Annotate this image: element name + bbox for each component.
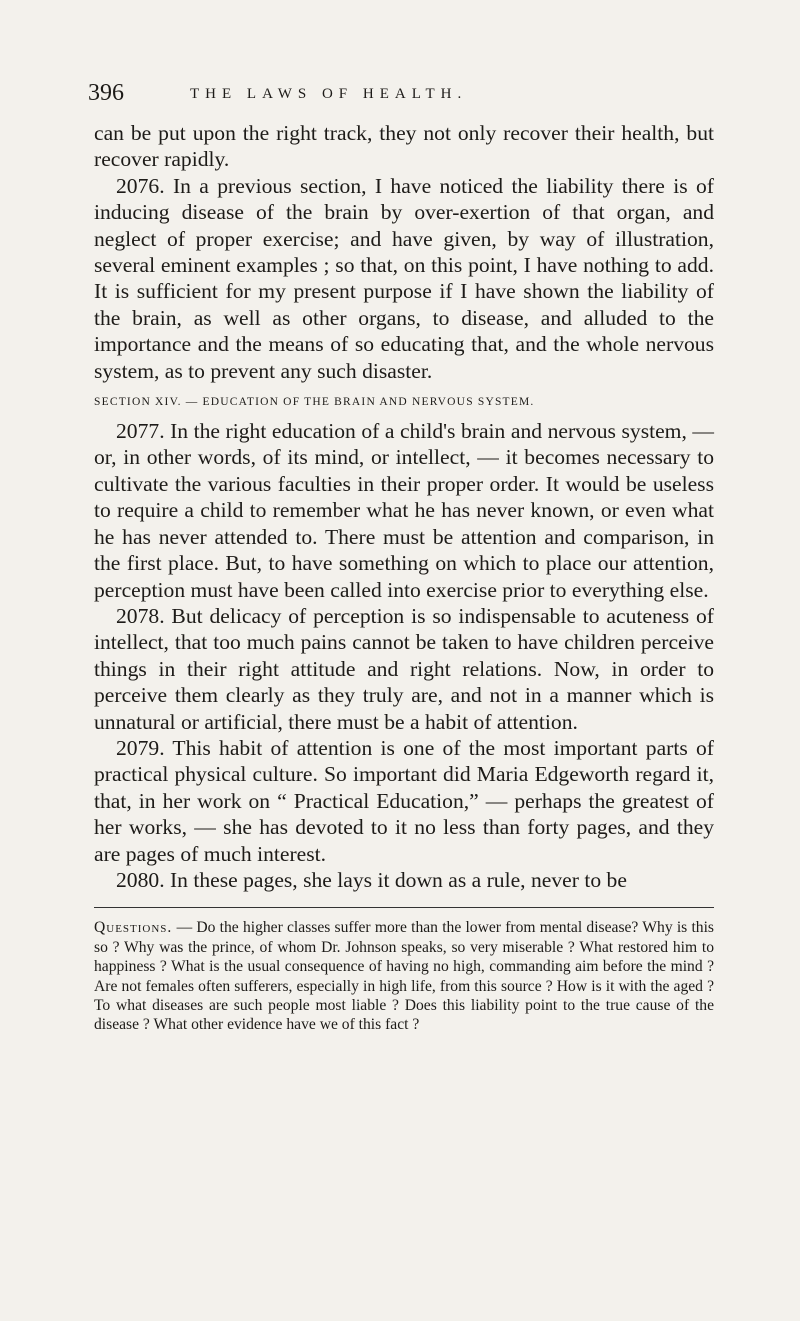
section-heading: SECTION XIV. — EDUCATION OF THE BRAIN AND NERVOUS SYSTEM.: [94, 396, 535, 409]
paragraph-2080: 2080. In these pages, she lays it down as a rule, never to be: [116, 867, 627, 892]
questions-footnote: [94, 918, 714, 1034]
paragraph-2078: 2078. But delicacy of perception is so indispensable to acuteness of intellect, that too much pains cannot be taken to have children perceive things in their right attitude and right relations. Now, in order to perceive them clearly as they truly are, and not in a manner which is unnatural or artificial, there must be a habit of attention.: [94, 603, 714, 734]
paragraph-2076: 2076. In a previous section, I have noticed the liability there is of inducing disease of the brain by over-exertion of that organ, and neglect of proper exercise; and have given, by way of illustration, several eminent examples ; so that, on this point, I have nothing to add. It is sufficient for my present purpose if I have shown the liability of the brain, as well as other organs, to disease, and alluded to the importance and the means of so educating that, and the whole nervous system, as to prevent any such disaster.: [94, 173, 714, 383]
questions-text: — Do the higher classes suffer more than the lower from mental disease? Why is this so ? Why was the prince, of whom Dr. Johnson speaks, so very miserable ? What restored him to happiness ? What is the usual consequence of having no high, commanding aim before the mind ? Are not females often sufferers, especially in high life, from this source ? How is it with the aged ? To what diseases are such people most liable ? Does this liability point to the true cause of the disease ? What other evidence have we of this fact ?: [94, 919, 714, 1034]
questions-label: Questions.: [94, 919, 173, 937]
page-number: 396: [88, 80, 124, 106]
book-page: [88, 80, 714, 1035]
paragraph-2077: 2077. In the right education of a child's brain and nervous system, — or, in other words, of its mind, or intellect, — it becomes necessary to cultivate the various faculties in their proper order. It would be useless to require a child to remember what he has never known, or even what he has never attended to. There must be attention and comparison, in the first place. But, to have something on which to place our attention, perception must have been called into exercise prior to everything else.: [94, 419, 714, 602]
running-header: [88, 80, 714, 120]
running-title: THE LAWS OF HEALTH.: [190, 86, 468, 102]
paragraph-2079: 2079. This habit of attention is one of the most important parts of practical physical culture. So important did Maria Edgeworth regard it, that, in her work on “ Practical Education,” — perhaps the greatest of her works, — she has devoted to it no less than forty pages, and they are pages of much interest.: [94, 735, 714, 866]
paragraph-continued: can be put upon the right track, they not only recover their health, but recover rapidly.: [94, 121, 714, 172]
footnote-divider: [94, 907, 714, 908]
body-text: [94, 120, 714, 893]
